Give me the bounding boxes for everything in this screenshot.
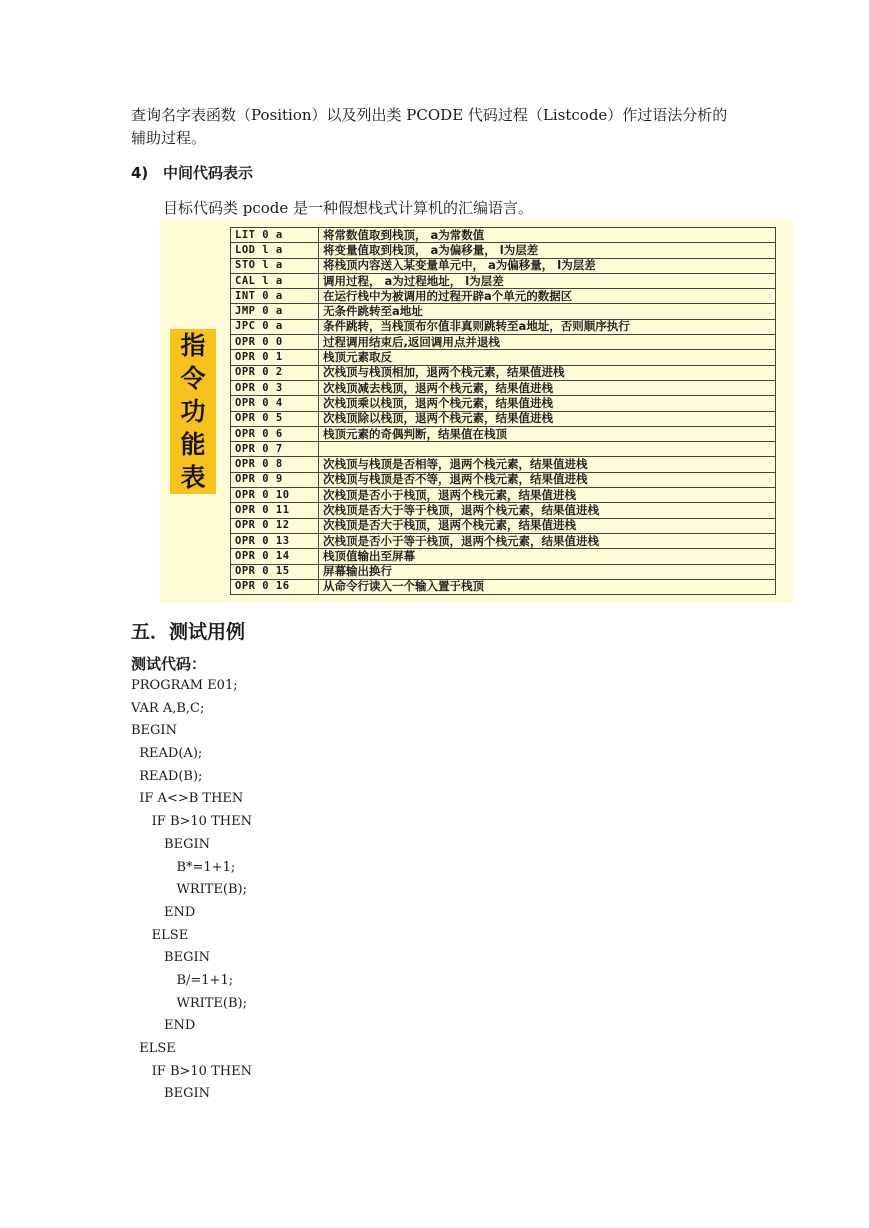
instruction-code-cell: OPR 0 0 xyxy=(231,335,319,350)
instruction-code-cell: OPR 0 6 xyxy=(231,426,319,441)
table-row xyxy=(231,304,776,319)
instruction-description-cell: 次栈顶除以栈顶，退两个栈元素，结果值进栈 xyxy=(319,411,776,426)
table-row xyxy=(231,243,776,258)
instruction-description-cell: 在运行栈中为被调用的过程开辟a个单元的数据区 xyxy=(319,289,776,304)
instruction-description-cell: 条件跳转，当栈顶布尔值非真则跳转至a地址，否则顺序执行 xyxy=(319,319,776,334)
instruction-description-cell xyxy=(319,442,776,457)
table-row xyxy=(231,335,776,350)
instruction-description-cell: 屏幕输出换行 xyxy=(319,564,776,579)
table-row xyxy=(231,365,776,380)
instruction-description-cell: 调用过程， a为过程地址， l为层差 xyxy=(319,273,776,288)
code-line: VAR A,B,C; xyxy=(131,700,205,716)
code-line: B*=1+1; xyxy=(131,859,236,875)
code-line: ELSE xyxy=(131,1041,176,1056)
code-line: PROGRAM E01; xyxy=(131,678,238,693)
sidebar-char: 表 xyxy=(180,463,206,492)
code-line: BEGIN xyxy=(131,836,210,852)
intro-paragraph xyxy=(131,104,751,150)
instruction-code-cell: OPR 0 7 xyxy=(231,442,319,457)
code-line: BEGIN xyxy=(131,723,177,739)
instruction-code-cell: CAL l a xyxy=(231,273,319,288)
code-line: IF B>10 THEN xyxy=(131,1063,252,1079)
instruction-code-cell: OPR 0 13 xyxy=(231,533,319,548)
instruction-figure xyxy=(160,219,793,603)
code-line: WRITE(B); xyxy=(131,882,247,898)
code-line: IF A<>B THEN xyxy=(131,791,244,807)
table-row xyxy=(231,411,776,426)
instruction-code-cell: OPR 0 4 xyxy=(231,396,319,411)
table-row xyxy=(231,228,776,243)
code-line: END xyxy=(131,1018,196,1034)
code-line: END xyxy=(131,904,196,920)
instruction-description-cell: 将栈顶内容送入某变量单元中， a为偏移量， l为层差 xyxy=(319,258,776,273)
code-line: READ(B); xyxy=(131,768,203,784)
code-line: IF B>10 THEN xyxy=(131,814,252,830)
instruction-code-cell: LOD l a xyxy=(231,243,319,258)
instruction-description-cell: 次栈顶与栈顶是否不等，退两个栈元素，结果值进栈 xyxy=(319,472,776,487)
sidebar-char: 令 xyxy=(180,364,206,393)
table-row xyxy=(231,564,776,579)
code-line: BEGIN xyxy=(131,950,210,966)
sidebar-char: 指 xyxy=(180,331,206,360)
instruction-description-cell: 次栈顶减去栈顶，退两个栈元素，结果值进栈 xyxy=(319,380,776,395)
instruction-code-cell: OPR 0 14 xyxy=(231,549,319,564)
instruction-description-cell: 次栈顶与栈顶相加，退两个栈元素，结果值进栈 xyxy=(319,365,776,380)
table-row xyxy=(231,488,776,503)
table-row xyxy=(231,442,776,457)
test-code-heading: 测试代码： xyxy=(131,655,207,673)
instruction-description-cell: 栈顶值输出至屏幕 xyxy=(319,549,776,564)
instruction-code-cell: OPR 0 3 xyxy=(231,380,319,395)
section-5-heading: 五．测试用例 xyxy=(131,621,246,643)
instruction-description-cell: 次栈顶是否小于栈顶，退两个栈元素，结果值进栈 xyxy=(319,488,776,503)
table-row xyxy=(231,518,776,533)
table-row xyxy=(231,472,776,487)
instruction-description-cell: 无条件跳转至a地址 xyxy=(319,304,776,319)
code-line: READ(A); xyxy=(131,746,203,762)
instruction-description-cell: 次栈顶与栈顶是否相等，退两个栈元素，结果值进栈 xyxy=(319,457,776,472)
instruction-code-cell: OPR 0 1 xyxy=(231,350,319,365)
table-row xyxy=(231,258,776,273)
pcode-description: 目标代码类 pcode 是一种假想栈式计算机的汇编语言。 xyxy=(163,199,534,217)
instruction-code-cell: JPC 0 a xyxy=(231,319,319,334)
instruction-code-cell: OPR 0 11 xyxy=(231,503,319,518)
table-row xyxy=(231,426,776,441)
instruction-code-cell: OPR 0 10 xyxy=(231,488,319,503)
instruction-code-cell: STO l a xyxy=(231,258,319,273)
instruction-description-cell: 过程调用结束后,返回调用点并退栈 xyxy=(319,335,776,350)
sidebar-char: 功 xyxy=(180,397,206,426)
instruction-description-cell: 次栈顶是否大于等于栈顶，退两个栈元素，结果值进栈 xyxy=(319,503,776,518)
intro-line-2: 辅助过程。 xyxy=(131,129,207,147)
code-line: B/=1+1; xyxy=(131,972,234,988)
instruction-code-cell: OPR 0 16 xyxy=(231,579,319,594)
instruction-description-cell: 次栈顶乘以栈顶，退两个栈元素，结果值进栈 xyxy=(319,396,776,411)
table-row xyxy=(231,457,776,472)
instruction-code-cell: OPR 0 5 xyxy=(231,411,319,426)
code-listing xyxy=(131,675,252,1106)
instruction-description-cell: 栈顶元素取反 xyxy=(319,350,776,365)
table-row xyxy=(231,396,776,411)
instruction-description-cell: 将变量值取到栈顶， a为偏移量， l为层差 xyxy=(319,243,776,258)
instruction-table xyxy=(230,227,776,595)
instruction-code-cell: LIT 0 a xyxy=(231,228,319,243)
instruction-code-cell: OPR 0 12 xyxy=(231,518,319,533)
table-row xyxy=(231,350,776,365)
instruction-description-cell: 将常数值取到栈顶， a为常数值 xyxy=(319,228,776,243)
section-4-number: 4) xyxy=(131,164,149,182)
instruction-description-cell: 次栈顶是否大于栈顶，退两个栈元素，结果值进栈 xyxy=(319,518,776,533)
instruction-description-cell: 次栈顶是否小于等于栈顶，退两个栈元素，结果值进栈 xyxy=(319,533,776,548)
instruction-table-sidebar-label xyxy=(170,329,216,494)
instruction-code-cell: INT 0 a xyxy=(231,289,319,304)
instruction-code-cell: OPR 0 9 xyxy=(231,472,319,487)
table-row xyxy=(231,579,776,594)
table-row xyxy=(231,380,776,395)
intro-line-1: 查询名字表函数（Position）以及列出类 PCODE 代码过程（Listcode）作过语法分析的 xyxy=(131,106,728,124)
code-line: WRITE(B); xyxy=(131,995,247,1011)
instruction-description-cell: 栈顶元素的奇偶判断，结果值在栈顶 xyxy=(319,426,776,441)
table-row xyxy=(231,549,776,564)
instruction-code-cell: OPR 0 15 xyxy=(231,564,319,579)
code-line: ELSE xyxy=(131,927,189,943)
sidebar-char: 能 xyxy=(180,430,206,459)
instruction-description-cell: 从命令行读入一个输入置于栈顶 xyxy=(319,579,776,594)
instruction-code-cell: JMP 0 a xyxy=(231,304,319,319)
table-row xyxy=(231,533,776,548)
instruction-code-cell: OPR 0 2 xyxy=(231,365,319,380)
table-row xyxy=(231,273,776,288)
section-4-heading xyxy=(131,162,253,183)
table-row xyxy=(231,319,776,334)
instruction-code-cell: OPR 0 8 xyxy=(231,457,319,472)
section-4-title: 中间代码表示 xyxy=(163,164,254,182)
table-row xyxy=(231,289,776,304)
code-line: BEGIN xyxy=(131,1086,210,1102)
table-row xyxy=(231,503,776,518)
